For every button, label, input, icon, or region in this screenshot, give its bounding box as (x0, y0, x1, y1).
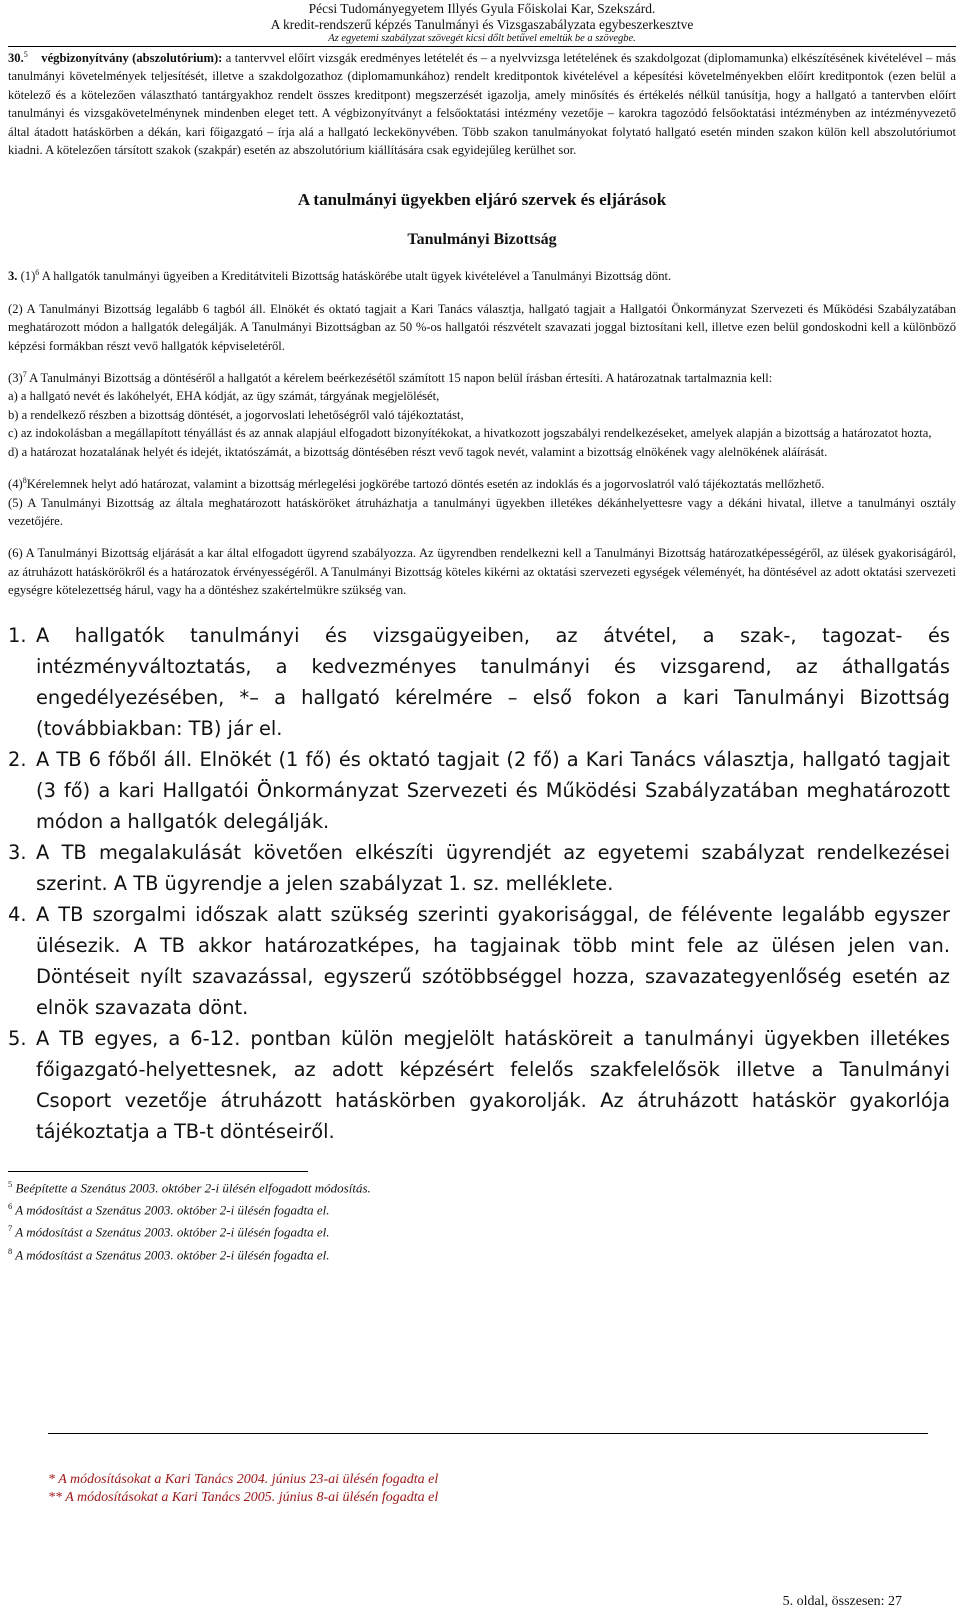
list-item-text: A TB 6 főből áll. Elnökét (1 fő) és oktató tagjait (2 fő) a Kari Tanács választja, hallgató tagjait (3 fő) a kari Hallgatói Önkormányzat Szervezeti és Működési Szabályzatában meghatározott módon a hallgatók delegálják. (36, 747, 950, 833)
document-page (8, 0, 956, 1264)
paragraph-number: 3. (8, 269, 18, 284)
definition-30 (8, 49, 956, 159)
list-item (8, 1023, 950, 1147)
list-item-text: A hallgatók tanulmányi és vizsgaügyeiben, az átvétel, a szak-, tagozat- és intézményváltoztatás, a kedvezményes tanulmányi és vizsgarend, az áthallgatás engedélyezésében, *– a hallgató kérelmére – első fokon a kari Tanulmányi Bizottság (továbbiakban: TB) jár el. (36, 623, 950, 740)
page-number: 5. oldal, összesen: 27 (782, 1594, 902, 1609)
list-item-number: 3. (8, 840, 27, 864)
list-item (8, 899, 950, 1023)
header-institution: Pécsi Tudományegyetem Illyés Gyula Főiskolai Kar, Szekszárd. (308, 1, 656, 16)
amendment-note: ** A módosításokat a Kari Tanács 2005. június 8-ai ülésén fogadta el (48, 1490, 439, 1505)
subsection-title: Tanulmányi Bizottság (407, 231, 557, 249)
footnote-text: A módosítást a Szenátus 2003. október 2-i ülésén fogadta el. (12, 1246, 330, 1262)
paragraph-index: (1) (17, 269, 36, 284)
paragraph-text: A Tanulmányi Bizottság a döntéséről a hallgatót a kérelem beérkezésétől számított 15 napon belül írásban értesíti. A határozatnak tartalmaznia kell: (26, 371, 773, 386)
header-note: Az egyetemi szabályzat szövegét kicsi dőlt betűvel emeltük be a szövegbe. (328, 33, 636, 44)
footnote-ref: 7 (22, 369, 27, 379)
paragraph-3-1 (8, 267, 956, 285)
faculty-rules-list (8, 620, 956, 1147)
list-item-text: A TB megalakulását követően elkészíti ügyrendjét az egyetemi szabályzat rendelkezései szerint. A TB ügyrendje a jelen szabályzat 1. sz. melléklete. (36, 840, 950, 895)
paragraph-text: A hallgatók tanulmányi ügyeiben a Kreditátviteli Bizottság hatáskörébe utalt ügyek kivételével a Tanulmányi Bizottság dönt. (39, 269, 672, 284)
paragraph-3-3 (8, 369, 956, 387)
footnote-number: 7 (8, 1223, 13, 1234)
page-header (8, 0, 956, 45)
paragraph-3-6: (6) A Tanulmányi Bizottság eljárását a kar által elfogadott ügyrend szabályozza. Az ügyrendben rendelkezni kell a Tanulmányi Bizottság határozatképességéről, az ülések gyakoriságáról, az átruházott hatáskörökről és a határozatok érvényességéről. A Tanulmányi Bizottság köteles kikérni az oktatási szervezeti egységek véleményét, ha döntésével az adott oktatási szervezeti egységre kötelezettség hárul, vagy ha a döntéshez szakértelmükre szükség van. (8, 546, 956, 598)
footnote (8, 1242, 956, 1264)
list-item (8, 744, 950, 837)
list-item-number: 2. (8, 747, 27, 771)
paragraph-index: (3) (8, 371, 23, 386)
paragraph-3-5: (5) A Tanulmányi Bizottság az általa meghatározott hatásköröket átruházhatja a tanulmányi ügyekben illetékes dékánhelyettesre vagy a dékáni hivatal, illetve a tanulmányi osztály vezetőjére. (8, 495, 956, 528)
header-document-title: A kredit-rendszerű képzés Tanulmányi és Vizsgaszabályzata egybeszerkesztve (270, 17, 694, 32)
footnote (8, 1175, 956, 1197)
paragraph-3-3-d: d) a határozat hozatalának helyét és idejét, iktatószámát, a bizottság döntésében részt vevő tagok nevét, valamint a bizottság elnökének vagy alelnökének aláírását. (8, 444, 828, 459)
paragraph-3-2: (2) A Tanulmányi Bizottság legalább 6 tagból áll. Elnökét és oktató tagjait a Kari Tanács választja, hallgató tagjait a Hallgatói Önkormányzat Szervezeti és Működési Szabályzatában meghatározott módon a hallgatók delegálják. A Tanulmányi Bizottságban az 50 %-os hallgatói részvételt szavazati joggal biztosítani kell, illetve ezen belül gondoskodni kell a különböző képzési formákban részt vevő hallgatók képviseletéről. (8, 301, 956, 353)
amendment-note: * A módosításokat a Kari Tanács 2004. június 23-ai ülésén fogadta el (48, 1472, 439, 1487)
footnote-number: 6 (8, 1200, 13, 1211)
footnote-ref: 8 (22, 475, 27, 485)
paragraph-3-4 (8, 475, 956, 493)
footnote-ref: 6 (35, 268, 40, 278)
definition-number: 30. (8, 51, 24, 65)
paragraph-3-3-a: a) a hallgató nevét és lakóhelyét, EHA kódját, az ügy számát, tárgyának megjelölését, (8, 389, 440, 404)
footnote-separator (8, 1171, 308, 1172)
footnote-ref: 5 (23, 49, 28, 59)
list-item-number: 4. (8, 902, 27, 926)
footnote-text: A módosítást a Szenátus 2003. október 2-i ülésén fogadta el. (12, 1202, 330, 1218)
list-item (8, 837, 950, 899)
footnote-text: Beépítette a Szenátus 2003. október 2-i ülésén elfogadott módosítás. (12, 1179, 371, 1195)
list-item-text: A TB szorgalmi időszak alatt szükség szerinti gyakorisággal, de félévente legalább egyszer ülésezik. A TB akkor határozatképes, ha tagjainak több mint fele az ülésen jelen van. Döntéseit nyílt szavazással, egyszerű szótöbbséggel hozza, szavazategyenlőség esetén az elnök szavazata dönt. (36, 902, 950, 1019)
page-footer-rule (48, 1433, 928, 1434)
definition-text: a tantervvel előírt vizsgák eredményes letételét és – a nyelvvizsga letételének és szakdolgozat (diplomamunka) elkészítésének kivételével – más tanulmányi követelmények teljesítését, illetve a szakdolgozathoz (diplomamunkához) rendelt kreditpontok kivételével a képesítési követelményekben előírt kreditpontok (ezen belül a kötelező és a kötelezően választható tantárgyakhoz rendelt összes kreditpont) megszerzését igazolja, amely minősítés és értékelés nélkül tanúsítja, hogy a hallgató a tantervben előírt tanulmányi és vizsgakövetelménynek mindenben eleget tett. A végbizonyítványt a felsőoktatási intézmény vezetője – karokra tagozódó felsőoktatási intézményben az intézményvezető által átadott hatáskörben a dékán, kari főigazgató – írja alá a hallgató leckekönyvében. Több szakon tanulmányokat folytató hallgató esetén minden szakon külön kell abszolutóriumot kiadni. A kötelezően társított szakok (szakpár) esetén az abszolutórium kiállítására csak egyidejűleg kerülhet sor. (8, 51, 957, 158)
footnote (8, 1197, 956, 1219)
footnote-text: A módosítást a Szenátus 2003. október 2-i ülésén fogadta el. (12, 1224, 330, 1240)
list-item-number: 1. (8, 623, 27, 647)
footnote (8, 1219, 956, 1241)
paragraph-text: Kérelemnek helyt adó határozat, valamint a bizottság mérlegelési jogkörébe tartozó döntés esetén az indoklás és a jogorvoslatról való tájékoztatás mellőzhető. (26, 477, 825, 492)
section-title: A tanulmányi ügyekben eljáró szervek és eljárások (297, 190, 667, 210)
list-item-text: A TB egyes, a 6-12. pontban külön megjelölt hatásköreit a tanulmányi ügyekben illetékes főigazgató-helyettesnek, az adott képzésért felelős szakfelelősök illetve a Tanulmányi Csoport vezetője átruházott hatáskörben gyakorolják. Az átruházott hatáskör gyakorlója tájékoztatja a TB-t döntéseiről. (36, 1026, 950, 1143)
definition-term: végbizonyítvány (abszolutórium): (41, 51, 223, 65)
header-rule (8, 46, 956, 47)
list-item (8, 620, 950, 744)
amendment-notes (48, 1471, 438, 1507)
footnote-number: 5 (8, 1178, 13, 1189)
list-item-number: 5. (8, 1026, 27, 1050)
paragraph-index: (4) (8, 477, 23, 492)
paragraph-3-3-b: b) a rendelkező részben a bizottság döntését, a jogorvoslati lehetőségről való tájékoztatást, (8, 407, 464, 422)
paragraph-3-3-c: c) az indokolásban a megállapított tényállást és az annak alapjául elfogadott bizonyítékokat, a hivatkozott jogszabályi rendelkezéseket, amelyek alapján a bizottság a határozatot hozta, (8, 426, 932, 441)
footnote-number: 8 (8, 1245, 13, 1256)
